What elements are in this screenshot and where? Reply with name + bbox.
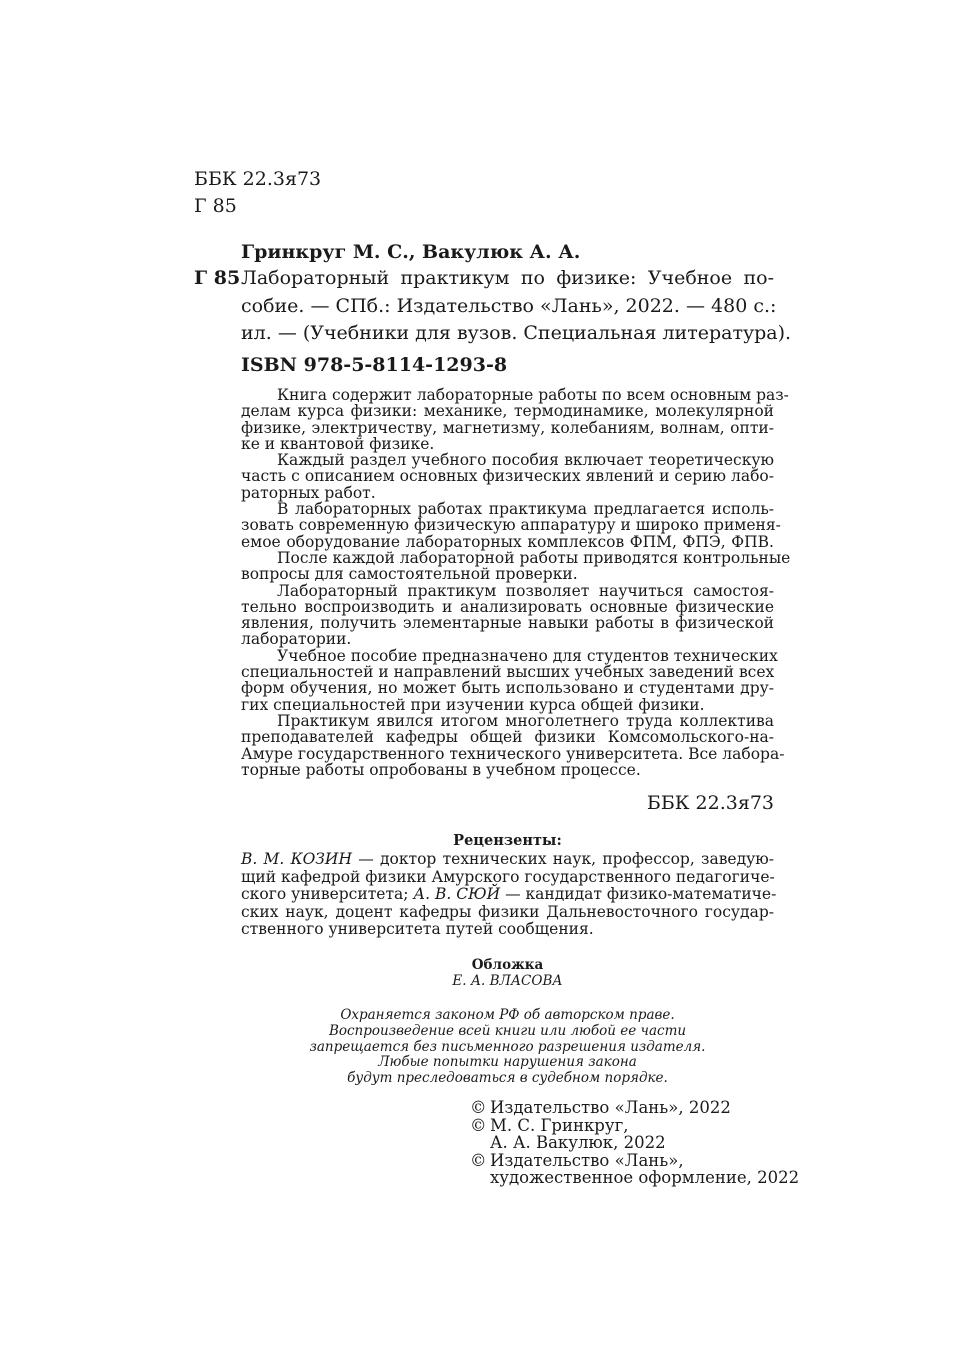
biblio-line: Лабораторный практикум по физике: Учебное по- xyxy=(241,267,774,289)
abstract-line: часть с описанием основных физических явлений и серию лабо- xyxy=(241,467,774,486)
abstract-line: зовать современную физическую аппаратуру и широко применя- xyxy=(241,516,781,535)
copyright-continuation: художественное оформление, 2022 xyxy=(490,1168,800,1187)
abstract-line: После каждой лабораторной работы приводятся контрольные xyxy=(277,548,791,567)
reviewer-name: В. М. КОЗИН xyxy=(241,850,352,868)
reviewers-line: щий кафедрой физики Амурского государственного педагогиче- xyxy=(241,867,775,886)
reviewers-line: ственного университета путей сообщения. xyxy=(241,920,594,939)
abstract-line: емое оборудование лабораторных комплексов ФПМ, ФПЭ, ФПВ. xyxy=(241,532,774,551)
bibliographic-description xyxy=(241,265,792,348)
reviewers-title: Рецензенты: xyxy=(453,832,562,849)
abstract-line: делам курса физики: механике, термодинамике, молекулярной xyxy=(241,402,774,421)
cover-designer: Е. А. ВЛАСОВА xyxy=(452,972,563,989)
copyrights xyxy=(470,1099,799,1187)
reviewer-name: А. В. СЮЙ xyxy=(413,885,501,904)
abstract-line: Каждый раздел учебного пособия включает теоретическую xyxy=(277,451,774,470)
bbk-code: ББК 22.3я73 xyxy=(194,168,322,190)
copyright-note-line: Воспроизведение всей книги или любой ее части xyxy=(328,1022,687,1039)
cover-credit xyxy=(241,958,774,989)
abstract-line: ке и квантовой физике. xyxy=(241,434,435,453)
abstract-line: гих специальностей при изучении курса общей физики. xyxy=(241,695,705,714)
reviewers-line: В. М. КОЗИН — доктор технических наук, профессор, заведую- xyxy=(241,850,774,868)
copyright-continuation: А. А. Вакулюк, 2022 xyxy=(490,1133,666,1152)
reviewers-line: ского университета; А. В. СЮЙ — кандидат физико-математиче- xyxy=(241,885,777,904)
copyright-note-line: будут преследоваться в судебном порядке. xyxy=(347,1070,668,1087)
abstract-line: лаборатории. xyxy=(241,630,352,649)
isbn: ISBN 978-5-8114-1293-8 xyxy=(241,354,508,376)
copyright-icon: © xyxy=(470,1115,487,1135)
copyright-row: © Издательство «Лань», xyxy=(470,1150,684,1170)
copyright-row: © М. С. Гринкруг, xyxy=(470,1115,629,1135)
copyright-note-line: Охраняется законом РФ об авторском праве. xyxy=(340,1007,675,1023)
abstract-line: специальностей и направлений высших учебных заведений всех xyxy=(241,663,775,682)
abstract-line: явления, получить элементарные навыки работы в физической xyxy=(241,614,774,633)
copyright-note-line: запрещается без письменного разрешения издателя. xyxy=(309,1038,706,1055)
abstract-line: преподавателей кафедры общей физики Комсомольского-на- xyxy=(241,728,774,747)
biblio-line: ил. — (Учебники для вузов. Специальная литература). xyxy=(241,322,792,344)
authors: Гринкруг М. С., Вакулюк А. А. xyxy=(241,241,581,263)
abstract-line: физике, электричеству, магнетизму, колебаниям, волнам, опти- xyxy=(241,418,774,437)
biblio-line: собие. — СПб.: Издательство «Лань», 2022. — 480 с.: xyxy=(241,294,777,317)
abstract-line: тельно воспроизводить и анализировать основные физические xyxy=(241,597,774,616)
reviewers xyxy=(241,850,777,939)
abstract-line: раторных работ. xyxy=(241,483,376,502)
abstract-line: Амуре государственного технического университета. Все лабора- xyxy=(241,744,785,763)
copyright-icon: © xyxy=(470,1098,487,1117)
entry-author-mark: Г 85 xyxy=(194,267,241,289)
abstract-line: Практикум явился итогом многолетнего труда коллектива xyxy=(277,711,774,730)
abstract-line: Учебное пособие предназначено для студентов технических xyxy=(277,646,778,665)
abstract-line: форм обучения, но может быть использовано и студентами дру- xyxy=(241,679,774,698)
reviewers-line: ских наук, доцент кафедры физики Дальневосточного государ- xyxy=(241,902,774,921)
copyright-note xyxy=(241,1008,774,1087)
cover-title: Обложка xyxy=(471,957,544,973)
abstract-line: Книга содержит лабораторные работы по всем основным раз- xyxy=(277,386,789,404)
abstract-line: Лабораторный практикум позволяет научиться самостоя- xyxy=(277,581,774,600)
bbk-footer: ББК 22.3я73 xyxy=(646,792,774,814)
abstract-line: вопросы для самостоятельной проверки. xyxy=(241,565,578,584)
bbk-header xyxy=(194,166,321,220)
copyright-row: © Издательство «Лань», 2022 xyxy=(470,1098,731,1117)
abstract xyxy=(241,386,791,779)
abstract-line: В лабораторных работах практикума предлагается исполь- xyxy=(277,500,774,519)
author-mark: Г 85 xyxy=(194,195,237,217)
copyright-icon: © xyxy=(470,1150,487,1170)
abstract-line: торные работы опробованы в учебном процессе. xyxy=(241,760,641,779)
copyright-note-line: Любые попытки нарушения закона xyxy=(378,1054,637,1071)
